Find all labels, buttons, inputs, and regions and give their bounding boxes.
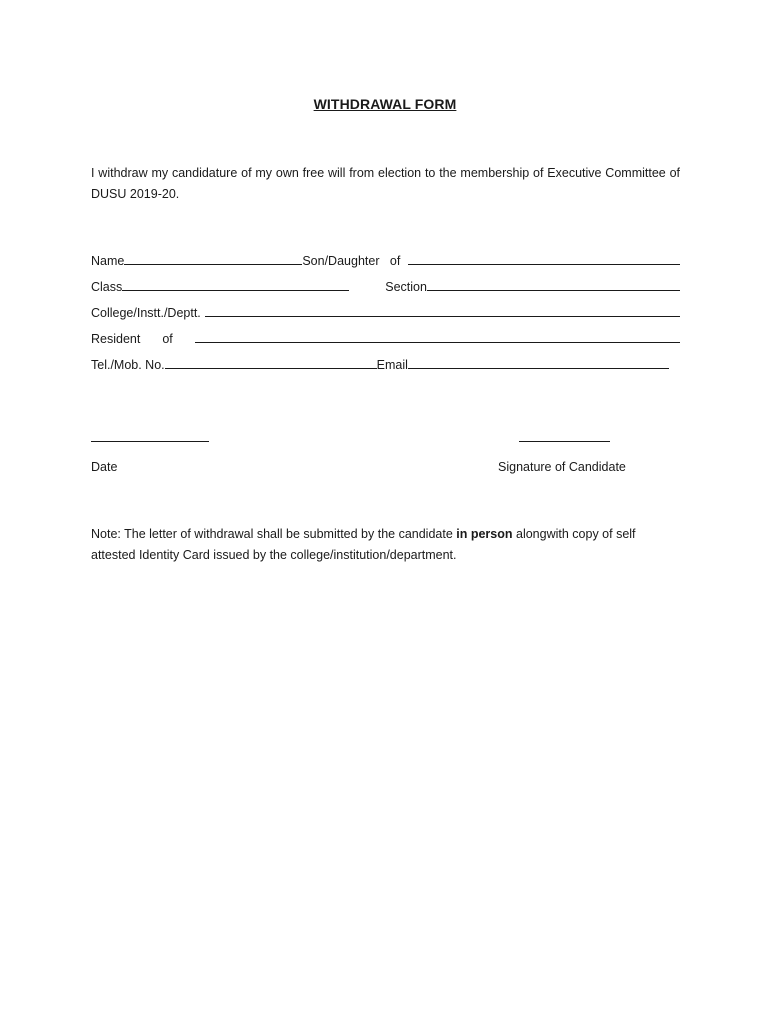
note-text [91, 524, 671, 566]
resident-of-label: of [162, 332, 173, 346]
signature-label: Signature of Candidate [498, 460, 626, 474]
resident-row [91, 328, 680, 346]
college-row [91, 302, 680, 320]
note-suffix: alongwith copy of self attested Identity Card issued by the college/institution/department. [91, 527, 636, 562]
email-label: Email [376, 358, 408, 372]
note-emphasis: in person [456, 527, 513, 541]
contact-row [91, 354, 669, 372]
resident-blank[interactable] [195, 330, 680, 343]
name-blank[interactable] [124, 252, 302, 265]
college-blank[interactable] [205, 304, 680, 317]
email-blank[interactable] [408, 356, 669, 369]
class-row [91, 276, 680, 294]
college-label: College/Instt./Deptt. [91, 306, 201, 320]
tel-label: Tel./Mob. No. [91, 358, 165, 372]
parent-name-blank[interactable] [408, 252, 680, 265]
name-row [91, 250, 680, 268]
note-prefix: Note: The letter of withdrawal shall be submitted by the candidate [91, 527, 457, 541]
date-line[interactable] [91, 441, 209, 442]
section-label: Section [385, 280, 427, 294]
class-blank[interactable] [122, 278, 349, 291]
class-label: Class [91, 280, 123, 294]
declaration-text: I withdraw my candidature of my own free will from election to the membership of Executive Committee of DUSU 2019-20. [91, 166, 680, 201]
son-daughter-label: Son/Daughter of [302, 254, 401, 268]
name-label: Name [91, 254, 125, 268]
form-title: WITHDRAWAL FORM [313, 96, 457, 112]
date-label: Date [91, 460, 118, 474]
tel-blank[interactable] [165, 356, 377, 369]
section-blank[interactable] [427, 278, 680, 291]
candidate-signature-line[interactable] [519, 441, 610, 442]
resident-label: Resident [91, 332, 141, 346]
